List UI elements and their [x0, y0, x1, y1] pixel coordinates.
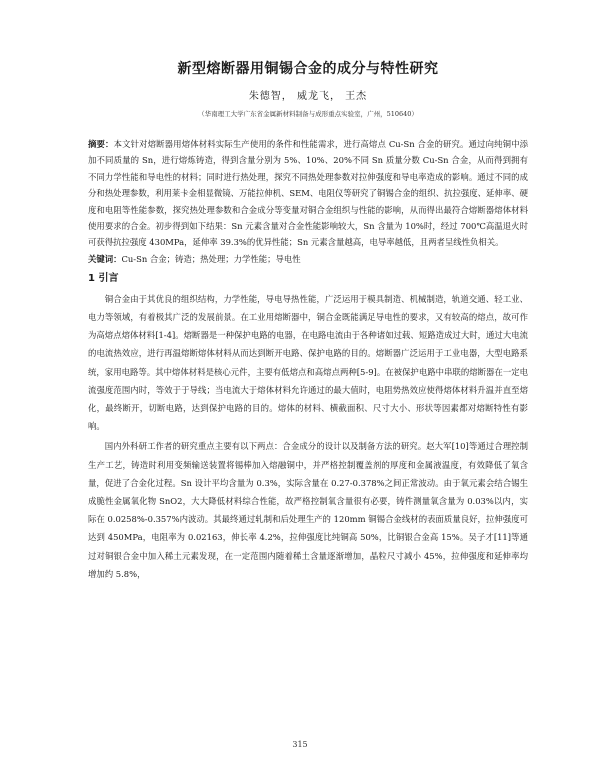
body-paragraph: 国内外科研工作者的研究重点主要有以下两点：合金成分的设计以及制备方法的研究。赵大军[10]等通过合理控制生产工艺，铸造时利用变频输送装置将锡棒加入熔融铜中，并严格控制覆盖剂的厚度和金属液温度，有效降低了氧含量，促进了合金化过程。Sn 设计平均含量为 0.3%，实际含量在 0.27-0.378%之间正常波动。由于氧元素会结合锡生成脆性金属氧化物 SnO2，大大降低材料综合性能，故严格控制氧含量很有必要，铸件测量氧含量为 0.03%以内，实际在 0.0258%-0.357%内波动。其最终通过轧制和后处理生产的 120mm 铜锡合金线材的表面质量良好，拉伸强度可达到 450MPa，电阻率为 0.02163，伸长率 4.2%，拉伸强度比纯铜高 50%，比铜银合金高 15%。吴子才[11]等通过对铜银合金中加入稀土元素发现，在一定范围内随着稀土含量逐渐增加，晶粒尺寸减小 45%，拉伸强度和延伸率均增加约 5.8%， [88, 441, 528, 579]
abstract [88, 136, 528, 251]
keywords [88, 251, 528, 267]
page-number: 315 [292, 740, 308, 749]
author-list: 朱德智， 威龙飞， 王杰 [248, 91, 368, 102]
paper-title: 新型熔断器用铜锡合金的成分与特性研究 [177, 61, 439, 77]
body-paragraph: 铜合金由于其优良的组织结构，力学性能，导电导热性能，广泛运用于模具制造、机械制造，轨道交通、轻工业、电力等领域，有着极其广泛的发展前景。在工业用熔断器中，铜合金既能满足导电性的要求，又有较高的熔点，故可作为高熔点熔体材料[1-4]。熔断器是一种保护电路的电器，在电路电流由于各种诸如过载、短路造成过大时，通过大电流的电流热效应，进行再温熔断熔体材料从而达到断开电路、保护电路的目的。熔断器广泛运用于工业电器，大型电路系统，家用电路等。其中熔体材料是核心元件，主要有低熔点和高熔点两种[5-9]。在被保护电路中串联的熔断器在一定电流强度范围内时，等效于于导线；当电流大于熔体材料允许通过的最大值时，电阻势热效应使得熔体材料升温并直至熔化，最终断开，切断电路，达到保护电路的目的。熔体的材料、横截面积、尺寸大小、形状等因素都对熔断特性有影响。 [88, 293, 528, 432]
keywords-text: Cu-Sn 合金；铸造；热处理；力学性能；导电性 [121, 253, 301, 264]
keywords-label: 关键词： [88, 253, 122, 264]
abstract-label: 摘要： [88, 139, 114, 149]
section-heading-introduction: 1 引言 [88, 272, 119, 284]
abstract-text: 本文针对熔断器用熔体材料实际生产使用的条件和性能需求，进行高熔点 Cu-Sn 合金的研究。通过向纯铜中添加不同质量的 Sn，进行熔炼铸造，得到含量分别为 5%、10%、20%不同 Sn 质量分数 Cu-Sn 合金，从而得到拥有不同力学性能和导电性的材料；同时进行热处理，探究不同热处理参数对拉伸强度和导电率造成的影响。通过不同的成分和热处理参数，利用莱卡金相显微镜、万能拉伸机、SEM、电阻仪等研究了铜锡合金的组织、抗拉强度、延伸率、硬度和电阻等性能参数，探究热处理参数和合金成分等变量对铜合金组织与性能的影响，从而得出最符合熔断器熔体材料使用要求的合金。初步得到如下结果：Sn 元素含量对合金性能影响较大，Sn 含量为 10%时，经过 700℃高温退火时可获得抗拉强度 430MPa，延伸率 39.3%的优异性能；Sn 元素含量越高，电导率越低，且两者呈线性负相关。 [88, 139, 529, 248]
affiliation: （华南理工大学广东省金属新材料制备与成形重点实验室，广州，510640） [198, 110, 418, 118]
